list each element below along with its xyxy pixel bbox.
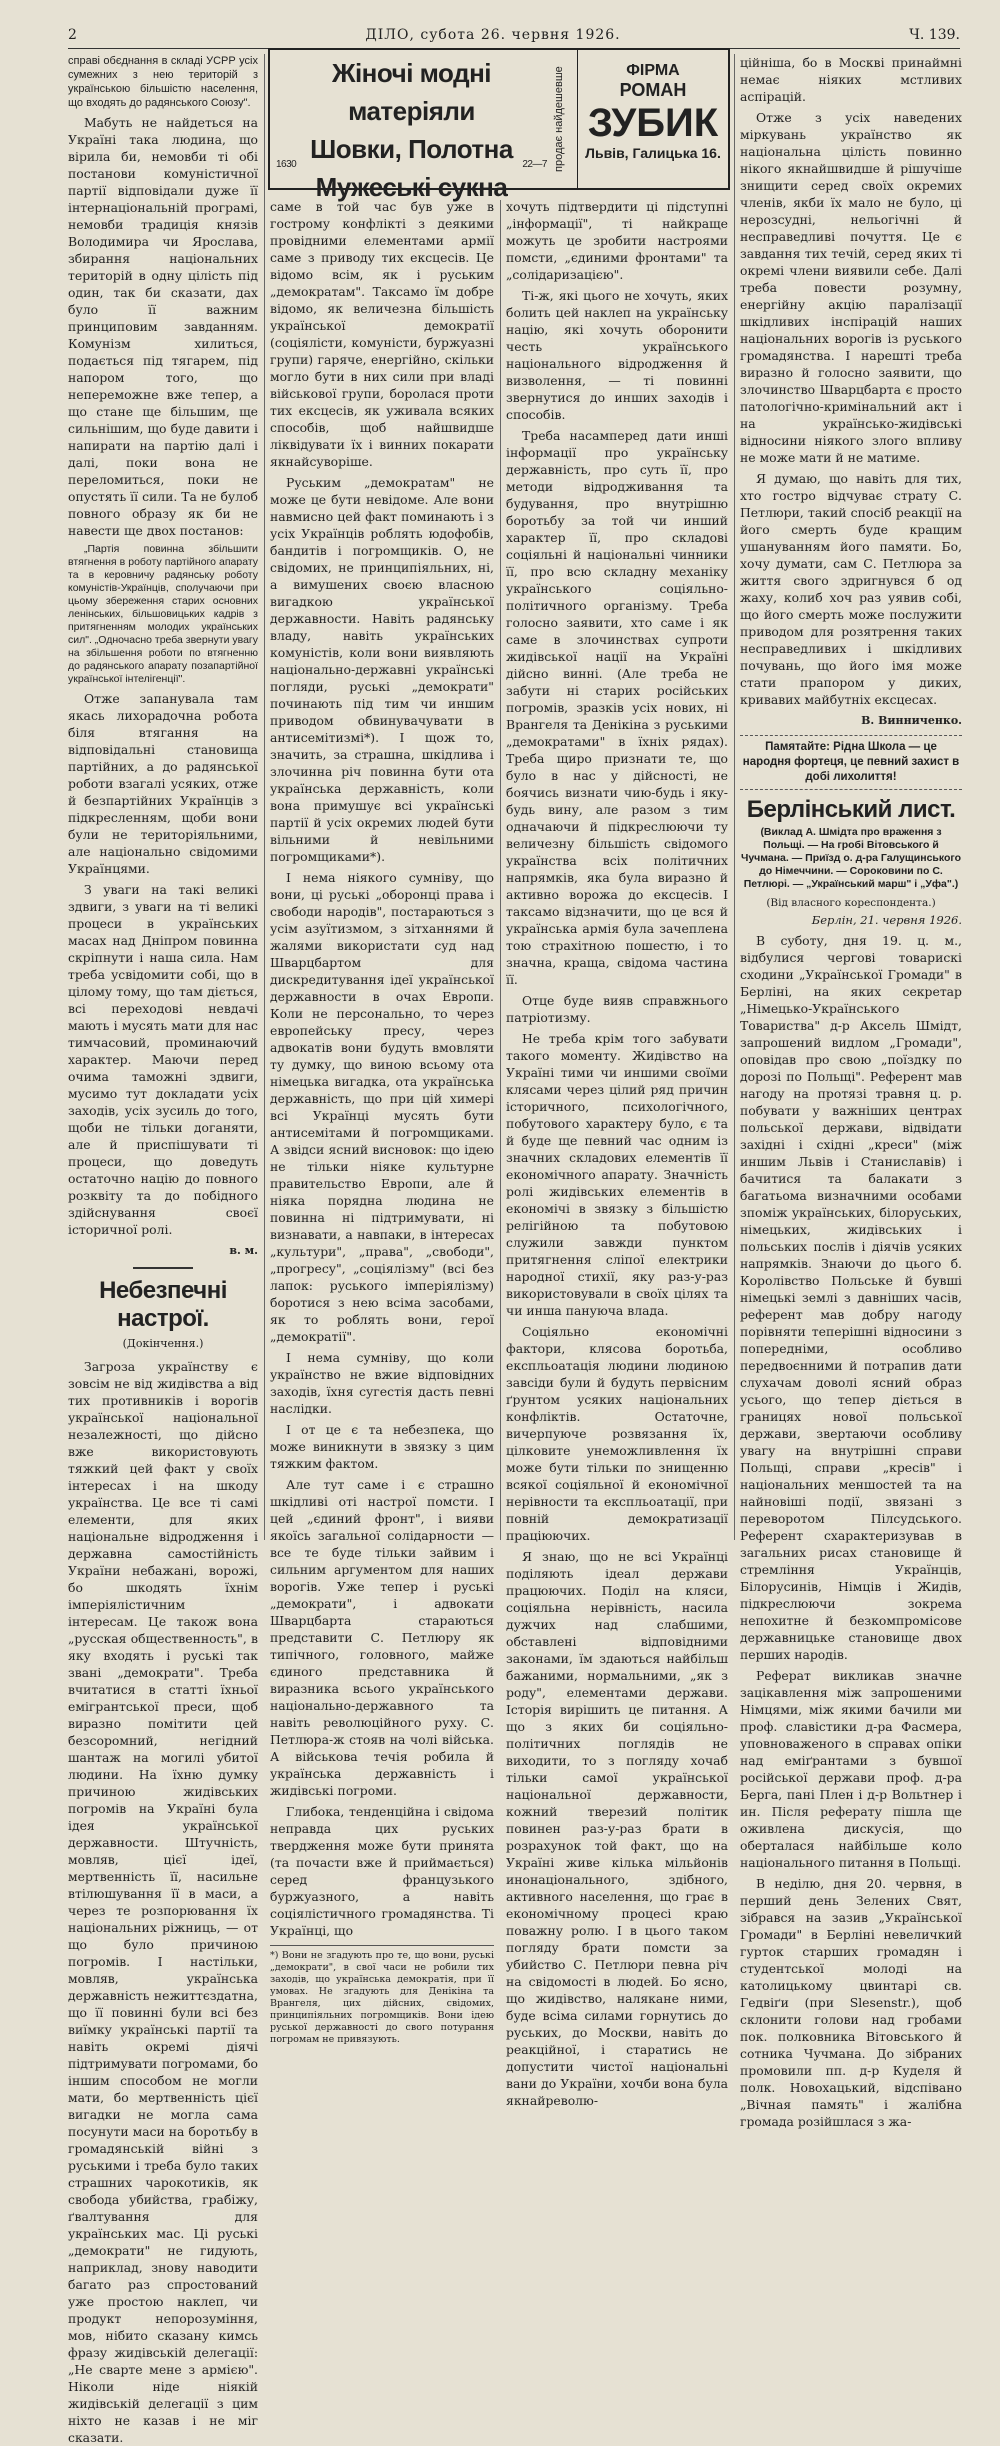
paragraph: Я думаю, що навіть для тих, хто гостро відчуває страту С. Петлюри, такий спосіб реакції на його смерть буде кращим ушануванням його памяти. Бо, хочу думати, сам С. Петлюра за життя свого здригнувся б од жаху, колиб хоч раз уявив собі, що його смерть може послужити приводом для розятрення таких несправедливих і шкідливих почувань, що його імя може стати прапором у диких, кривавих майбутніх ексцесах. [740, 471, 962, 707]
column-3 [506, 198, 728, 2108]
ad-firm-address: Львів, Галицька 16. [585, 145, 721, 161]
paragraph: Отже запанувала там якась лихорадочна робота біля втягання на відповідальні становища партійних, а до радянської роботи взагалі усяких, отже й безпартійних Українців з підкресленням, щоби вони були не територіяльними, але національно свідомими Українцями. [68, 691, 258, 876]
signature: в. м. [229, 1244, 258, 1257]
dateline: Берлін, 21. червня 1926. [811, 913, 962, 927]
paragraph: Реферат викликав значне зацікавлення між запрошеними Німцями, між якими бачили ми проф. славістики д-ра Фасмера, уповноваженого в справах опіки над еміґрантами з бувшої російської держави проф. д-ра Берга, пані Плен і д-р Вольтнер і ин. Після реферату пішла ще оживлена дискусія, що оберталася найбільше коло національного питання в Польщі. [740, 1668, 962, 1870]
byline: (Від власного кореспондента.) [766, 897, 936, 909]
article-subhead: (Докінчення.) [122, 1337, 204, 1350]
ad-line-1: Жіночі модні матеріяли [331, 58, 492, 126]
paragraph: І нема ніякого сумніву, що вони, ці руські „оборонці права і свободи народів", постараються з усім азуїтизмом, з зітханнями й жалями використати суд над Шварцбартом для дискредитування ідеї української державности в очах Европи. Коли не персонально, то через европейську пресу, через адвокатів вони будуть вмовляти ту думку, що виною всьому ота німецька вигадка, ота українська державність, що при цій химері всі Українці мусять бути антисемітами й погромщиками. А звідси ясний висновок: що ідею не тільки ніяке культурне правительство Европи, але й ніяка порядна людина не повинна ні підтримувати, ні визнавати, а навпаки, в інтересах „культури", „права", „свободи", „прогресу", „соціялізму" (всі без лапок: руського імперіялізму) боротися з нею всіма засобами, як то роблять вони, герої „демократії". [270, 870, 494, 1344]
paragraph: В суботу, дня 19. ц. м., відбулися чергові товарискі сходини „Української Громади" в Берліні, на яких секретар „Німецько-Українського Товариства" д-р Аксель Шмідт, запрошений видлом „Громади", оповідав про свою „поїздку по дорозі по Польщі". Референт мав нагоду на протязі травня ц. р. побувати у важніших центрах польської держави, відвідати західні і східні „креси" (між иншим Львів і Станиславів) і бачитися та балакати з багатьома визначними особами зпоміж українських, білоруських, німецьких, жидівських і польських послів і діячів усяких напрямків. Знаючи до цього б. Королівство Польське й бувші німецькі землі з давніших часів, референт мав добру нагоду порівняти теперішні відносини з попередніми, особливо передвоєнними й потрапив дати слухачам доволі ясний образ усього, що тепер діється в границях нової польської держави, звертаючи особливу увагу на внутрішні справи Польщі, справи „кресів" і національних меншостей та на найновіші події, звязані з переворотом Пілсудського. Референт схарактеризував в загальних рисах становище й стремління Українців, Білорусинів, Німців і Жидів, підкреслюючи зокрема непохитне й безкомпромісове державницьке становище двох перших народів. [740, 933, 962, 1662]
page-number: 2 [68, 27, 77, 43]
paragraph: саме в той час був уже в гострому конфлікті з деякими провідними елементами армії саме з приводу тих ексцесів. Це відомо всім, як і руським „демократам". Таксамо їм добре відомо, як величезна більшість української демократії (соціялісти, комуністи, буржуазні групи) гаряче, енергійно, скільки могло бути в них сили при владі військової групи, боролася проти тих ексцесів, як уживала всяких способів, щоб найшвидше ліквідувати їх і винних покарати якнайсуворіше. [270, 199, 494, 469]
column-1 [68, 54, 259, 2445]
ad-code-left: 1630 [276, 159, 297, 170]
paragraph: Я знаю, що не всі Українці поділяють ідеал держави працюючих. Поділ на кляси, соціяльна нерівність, насила дужчих над слабшими, обставлені відповідними законами, їм здаються найбільш бажаними, нормальними, „як з роду", елементами держави. Історія вирішить це питання. А що з яких би соціяльно-політичних поглядів не виходити, то з погляду хочаб тільки самої української національної державности, кожний тверезий політик повинен раз-у-раз брати в розрахунок той факт, що на Україні живе кілька мільйонів инонаціонального, здібного, активного населення, що грає в економічному процесі краю поважну ролю. І в цього таком погляду брати помсти за убийство С. Петлюри певна річ на свідомості в людей. Бо ясно, що жидівство, налякане ними, буде всіма силами горнутись до руських, до Москви, навіть до реакційної, і старатись не допустити чистої національні вани до України, хочби вона була якнайреволю- [506, 1549, 728, 2108]
notice-box: Памятайте: Рідна Школа — це народня фортеця, це певний захист в добі лихолиття! [740, 735, 962, 790]
paragraph: Не треба крім того забувати такого моменту. Жидівство на Україні тими чи иншими своїми клясами через цілий ряд причин історичного, психологічного, побутового характеру було, є та й буде ще певний час одним із значних складових елементів її економічного апарату. Значність ролі жидівських елементів в економічі в звязку з більшістю релігійною та побутовою служили завжди пунктом притягнення сліпої електрики народної стихії, яку раз-у-раз використовували в своїх цілях та чи инша пануюча влада. [506, 1031, 728, 1318]
article-headline: Небезпечні настрої. [99, 1277, 227, 1332]
signature: В. Винниченко. [861, 714, 962, 727]
column-rule [734, 54, 735, 1540]
masthead: ДІЛО, субота 26. червня 1926. [365, 27, 621, 43]
ad-vertical-text: продає найдешевше [553, 50, 578, 188]
paragraph: Треба насамперед дати инші інформації про українську державність, про суть її, про методи відродживання та будування, про внутрішню боротьбу за той чи инший характер її, про складові соціяльні й національні чинники її, про всю складну механіку українського соціяльно-політичного організму. Треба голосно заявити, хто саме і як саме в злочинствах супроти жидівської нації на Україні дійсно винні. (Але треба не забути ні старих російських погромів, зразків усіх нових, ні Врангеля та Денікіна з руськими „демократами" в їхніх рядах). Треба щиро признати те, що було в нас у дійсності, не боячись визнати чию-будь і яку-будь вину, але разом з тим одначаючи й підкреслюючи ту величезну більшість свідомого українства всіх політичних напрямків, яка була виразно й активно ворожа до ексцесів. І таксамо відзначити, що це вся й українська армія була зачеплена тою страхітною пошестю, і то значна, краща, свідома частина її. [506, 428, 728, 987]
paragraph: Глибока, тенденційна і свідома неправда цих руських твердження може бути принята (та почасти вже й приймається) серед французького буржуазного, а навіть соціялістичного громадянства. Ті Українці, що [270, 1804, 494, 1938]
ad-firm-name-1: РОМАН [619, 80, 687, 100]
column-2 [270, 198, 494, 2045]
article-headline: Берлінський лист. [746, 796, 956, 823]
footnote: *) Вони не згадують про те, що вони, руські „демократи", в свої часи не робили тих заходів, що українська демократія, при її умовах. Не згадують для Денікіна та Врангеля, цих дійсних, свідомих, принципіяльних погромщиків. Вони ідею руської державності до свого потурання погромам не привязують. [270, 1945, 494, 2046]
paragraph: ційніша, бо в Москві принаймні немає ніяких мстливих аспірацій. [740, 55, 962, 104]
paragraph: Отце буде вияв справжнього патріотизму. [506, 993, 728, 1025]
paragraph: Загроза українству є зовсім не від жидівства а від тих противників і ворогів української національної незалежності, що дійсно вже використовують тяжкий цей факт у своїх інтересах і на шкоду українства. Це все ті самі елементи, для яких національне відродження і державна самостійність України небажані, ворожі, бо шкодять їхнім імперіялістичним інтересам. Це також вона „русская общественность", в яку входять і руські так звані „демократи". Треба вчитатися в статті їхньої емігрантської преси, щоб виразно помітити цей безсоромний, негідний шантаж на могилі убитої людини. На їхню думку причиною жидівських погромів на Україні була ідея української державности. Штучність, мовляв, цієї ідеї, мертвенність її, насильне втілюшування її в маси, а через те розпорювання їх національних ріжниць, — от що було причиною погромів. І настільки, мовляв, українська державність нежиттєздатна, що її повинні були всі без виїмку українські партії та навіть окремі діячі підтримувати погромами, бо іншим способом не могли мати, бо мертвенність цієї вигадки не могла сама посунути маси на боротьбу в громадянській війні з руськими і треба було таких страшних чарокотиків, як свобода убийства, грабіжу, ґвалтування для українських мас. Ці руські „демократи" не гидують, наприклад, знову наводити багато раз спростований уже простою наклеп, чи продукт непорозуміння, мов, нібито сказану кимсь фразу жидівській делегації: „Не сварте мене з армією". Ніколи ніде ніякій жидівській делегації з цим ніхто не казав і не міг сказати. [68, 1359, 258, 2445]
article-subhead: (Виклад А. Шмідта про враження з Польщі. — На гробі Вітовського й Чучмана. — Приїзд о. д-ра Галущинського до Німеччини. — Сороковини по С. Петлюрі. — „Український марш" і „Уфа".) [740, 826, 962, 890]
paragraph: Ті-ж, які цього не хочуть, яких болить цей наклеп на українську націю, які хочуть оборонити честь українського національного відродження й визволення, — ті повинні звернутися до инших заходів і способів. [506, 288, 728, 422]
paragraph: Отже з усіх наведених міркувань українство як національна цілість повинно нікого якнайшвидше й рішучіше знищити серед своїх окремих членів, якби їх мало не було, ці нерозсудні, нельогічні й несправедливі почуття. Це є завдання тих течій, серед яких ті окремі члени виявили себе. Далі треба повести розумну, енергійну акцію паралізації шкідливих інспірацій наших національних ворогів із руського громадянства. І нарешті треба виразно й голосно заявити, що злочинство Шварцбарта є просто патологічно-кримінальний акт і на українсько-жидівські відносини ніякого злого впливу не може мати й не матиме. [740, 110, 962, 465]
paragraph: Руським „демократам" не може це бути невідоме. Але вони навмисно цей факт поминають і з усіх Українців роблять юдофобів, бандитів і погромщиків. О, не свідомих, не принципіяльних, ні, а вимушених своєю власною вигадкою української державности. Навіть радянську владу, навіть українських комуністів, коли вони виявляють національно-державні українські погляди, руські „демократи" починають під тим чи иншим приводом обвинувачувати в антисемітизмі*). І щож то, значить, за страшна, шкідлива і злочинна річ повинна бути ота українська державність, коли вона примушує всі українські партії й усіх окремих людей бути вільними й невільними погромщиками*). [270, 475, 494, 864]
page-header [68, 22, 960, 49]
ad-goods [270, 50, 553, 202]
ad-firm-label: ФІРМА [626, 62, 680, 79]
paragraph: Мабуть не найдеться на Україні така людина, що вірила би, немовби ті обі постанови комуністичної партії відповідали дуже її інтернаціональній програмі, немовби традиція князів Володимира чи Ярослава, збирання національних територій в одну цілість під один, так би сказати, дах було її важним принциповим завданням. Комунізм хилиться, подається під тягарем, під напором того, що непереможне вже тепер, а що стане ще більшим, ще сильнішим, що буде давити і напирати на партію далі і далі, поки вона не переломиться, поки не опустять її сили. Та не булоб повного образу як би не навести ще двох постанов: [68, 115, 258, 538]
ad-line-2: Шовки, Полотна [310, 134, 513, 164]
quote: „Партія повинна збільшити втягнення в роботу партійного апарату та в керовничу радянську роботу комуністів-Українців, сполучаючи при цьому збереження старих основних ленінських, більшовицьких кадрів з притягненням молодих українських сил". „Одночасно треба звернути увагу на збільшення роботи по втягненню до радянського апарату позапартійної української інтелігенції". [68, 543, 259, 685]
divider [133, 1267, 193, 1269]
issue-number: Ч. 139. [909, 27, 960, 43]
column-rule [264, 54, 265, 1540]
top-quote: справі обєднання в складі УСРР усіх сумежних з нею територій з українською більшістю населення, що входять до радянського Союзу". [68, 55, 258, 109]
paragraph: Але тут саме і є страшно шкідливі оті настрої помсти. І цей „єдиний фронт", і вияви якоїсь загальної солідарности — все те буде тільки зайвим і сильним аргументом для наших ворогів. Уже тепер і руські „демократи", і адвокати Шварцбарта стараються представити С. Петлюру як типічного, головного, майже єдиного представника й виразника всього українського національно-державного та навіть революційного руху. С. Петлюра-ж стояв на чолі війська. А військова течія робила й українська державність і жидівські погроми. [270, 1477, 494, 1798]
paragraph: З уваги на такі великі здвиги, з уваги на ті великі процеси в українських масах над Дніпром повинна скріпнути і наша сила. Нам треба усвідомити собі, що в цілому тому, що там діється, всі переходові невдачі мають і мусять мати для нас тимчасовий, проминаючий характер. Маючи перед очима таможні здвиги, мусимо тут докладати усіх заходів, усіх зусиль до того, щоби не тільки доганяти, але й приспішувати ті процеси, що доведуть остаточно націю до повного розквіту та до побідного здійснування своєї історичної ролі. [68, 882, 258, 1237]
advertisement [268, 48, 730, 202]
paragraph: І от це є та небезпека, що може виникнути в звязку з цим тяжким фактом. [270, 1422, 494, 1471]
ad-firm-name-2: ЗУБИК [587, 101, 719, 145]
paragraph: Соціяльно економічні фактори, клясова боротьба, експльоатація людини людиною завсіди були й будуть первісним ґрунтом усяких національних конфліктів. Остаточне, вичерпуюче розвязання їх, цілковите унеможливлення їх може бути тільки по знищенню всякої соціяльної й економічної нерівности та експльоатації, при повній демократизації праціюючих. [506, 1324, 728, 1543]
column-rule [500, 200, 501, 1540]
paragraph: І нема сумніву, що коли українство не вжие відповідних заходів, їхня сугестія дасть певні наслідки. [270, 1350, 494, 1416]
column-4 [740, 54, 962, 2129]
ad-firm [578, 50, 728, 188]
paragraph: В неділю, дня 20. червня, в перший день Зелених Свят, зібрався на зазив „Української Громади" в Берліні невеличкий гурток старших громадян і студентської молоді на католицькому цвинтарі св. Гедвіґи (при Slesenstr.), щоб склонити голови над гробами пок. полковника Вітовського й сотника Чучмана. До зібраних промовили пп. д-р Куделя й полк. Новохацький, відспівано „Вічная память" і жалібна громада розійшлася з жа- [740, 1876, 962, 2129]
paragraph: хочуть підтвердити ці підступні „інформації", ті найкраще можуть це зробити настроями помсти, „єдиними фронтами" та „солідаризацією". [506, 199, 728, 282]
ad-code-right: 22—7 [522, 159, 547, 170]
ad-line-3: Мужеські сукна [315, 172, 508, 202]
